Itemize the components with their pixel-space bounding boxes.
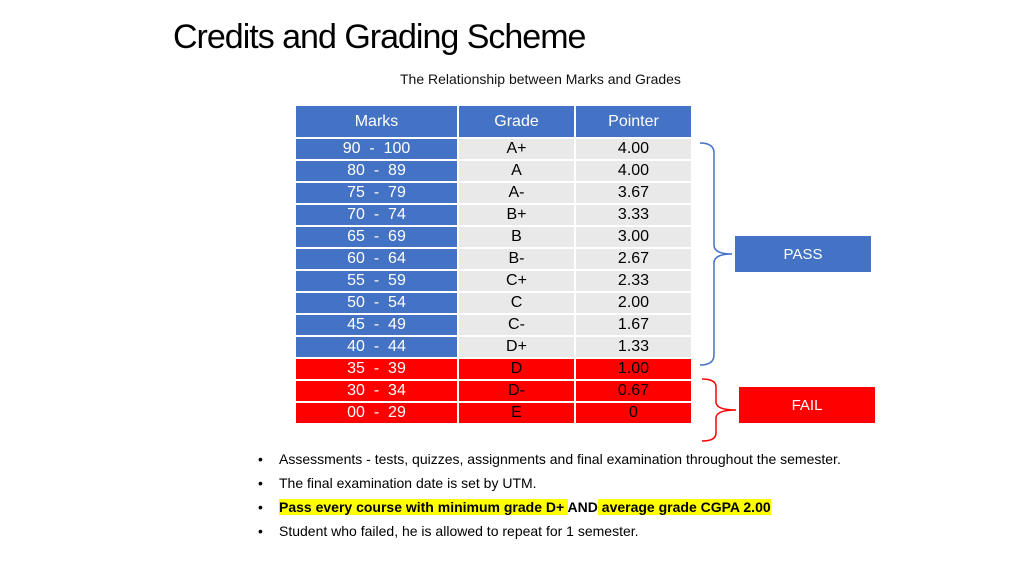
grade-cell: E — [458, 402, 575, 424]
pointer-cell: 1.67 — [575, 314, 692, 336]
grading-table-body — [295, 138, 692, 424]
pointer-cell: 2.33 — [575, 270, 692, 292]
grade-cell: C+ — [458, 270, 575, 292]
note-pass-min-grade: Pass every course with minimum grade D+ — [279, 499, 568, 515]
pointer-cell: 2.67 — [575, 248, 692, 270]
header-pointer: Pointer — [575, 105, 692, 138]
pass-badge: PASS — [735, 236, 871, 272]
note-and: AND — [567, 499, 598, 515]
note-repeat: Student who failed, he is allowed to repeat for 1 semester. — [279, 523, 639, 539]
slide-subtitle: The Relationship between Marks and Grades — [400, 71, 681, 87]
grade-cell: A — [458, 160, 575, 182]
note-cgpa: average grade CGPA 2.00 — [597, 499, 771, 515]
pointer-cell: 0.67 — [575, 380, 692, 402]
table-row — [295, 138, 692, 160]
table-row — [295, 226, 692, 248]
table-header-row — [295, 105, 692, 138]
marks-cell: 45 - 49 — [295, 314, 458, 336]
notes-list — [258, 450, 858, 546]
grade-cell: C — [458, 292, 575, 314]
fail-bracket — [698, 377, 740, 443]
grading-table — [294, 104, 693, 425]
marks-cell: 60 - 64 — [295, 248, 458, 270]
marks-cell: 00 - 29 — [295, 402, 458, 424]
grade-cell: B+ — [458, 204, 575, 226]
bullet-icon: • — [258, 499, 263, 515]
note-item — [258, 474, 858, 492]
grade-cell: D — [458, 358, 575, 380]
pointer-cell: 1.00 — [575, 358, 692, 380]
header-marks: Marks — [295, 105, 458, 138]
slide-title: Credits and Grading Scheme — [173, 18, 586, 56]
table-row — [295, 292, 692, 314]
fail-badge: FAIL — [739, 387, 875, 423]
table-row — [295, 402, 692, 424]
marks-cell: 55 - 59 — [295, 270, 458, 292]
note-item — [258, 498, 858, 516]
note-item — [258, 522, 858, 540]
bullet-icon: • — [258, 475, 263, 491]
marks-cell: 70 - 74 — [295, 204, 458, 226]
table-row — [295, 182, 692, 204]
grade-cell: D- — [458, 380, 575, 402]
pointer-cell: 4.00 — [575, 138, 692, 160]
grade-cell: A- — [458, 182, 575, 204]
marks-cell: 75 - 79 — [295, 182, 458, 204]
note-item — [258, 450, 858, 468]
table-row — [295, 248, 692, 270]
pointer-cell: 1.33 — [575, 336, 692, 358]
table-row — [295, 336, 692, 358]
table-row — [295, 380, 692, 402]
marks-cell: 90 - 100 — [295, 138, 458, 160]
pointer-cell: 4.00 — [575, 160, 692, 182]
table-row — [295, 358, 692, 380]
marks-cell: 30 - 34 — [295, 380, 458, 402]
grade-cell: C- — [458, 314, 575, 336]
pointer-cell: 3.67 — [575, 182, 692, 204]
pointer-cell: 2.00 — [575, 292, 692, 314]
bullet-icon: • — [258, 451, 263, 467]
pointer-cell: 0 — [575, 402, 692, 424]
marks-cell: 35 - 39 — [295, 358, 458, 380]
table-row — [295, 270, 692, 292]
marks-cell: 40 - 44 — [295, 336, 458, 358]
note-assessments: Assessments - tests, quizzes, assignments and final examination throughout the semester. — [279, 451, 841, 467]
bullet-icon: • — [258, 523, 263, 539]
marks-cell: 65 - 69 — [295, 226, 458, 248]
pointer-cell: 3.00 — [575, 226, 692, 248]
grade-cell: B- — [458, 248, 575, 270]
pointer-cell: 3.33 — [575, 204, 692, 226]
header-grade: Grade — [458, 105, 575, 138]
grade-cell: B — [458, 226, 575, 248]
note-exam-date: The final examination date is set by UTM. — [279, 475, 537, 491]
marks-cell: 80 - 89 — [295, 160, 458, 182]
grade-cell: A+ — [458, 138, 575, 160]
grade-cell: D+ — [458, 336, 575, 358]
table-row — [295, 204, 692, 226]
table-row — [295, 160, 692, 182]
table-row — [295, 314, 692, 336]
pass-bracket — [696, 141, 736, 367]
marks-cell: 50 - 54 — [295, 292, 458, 314]
